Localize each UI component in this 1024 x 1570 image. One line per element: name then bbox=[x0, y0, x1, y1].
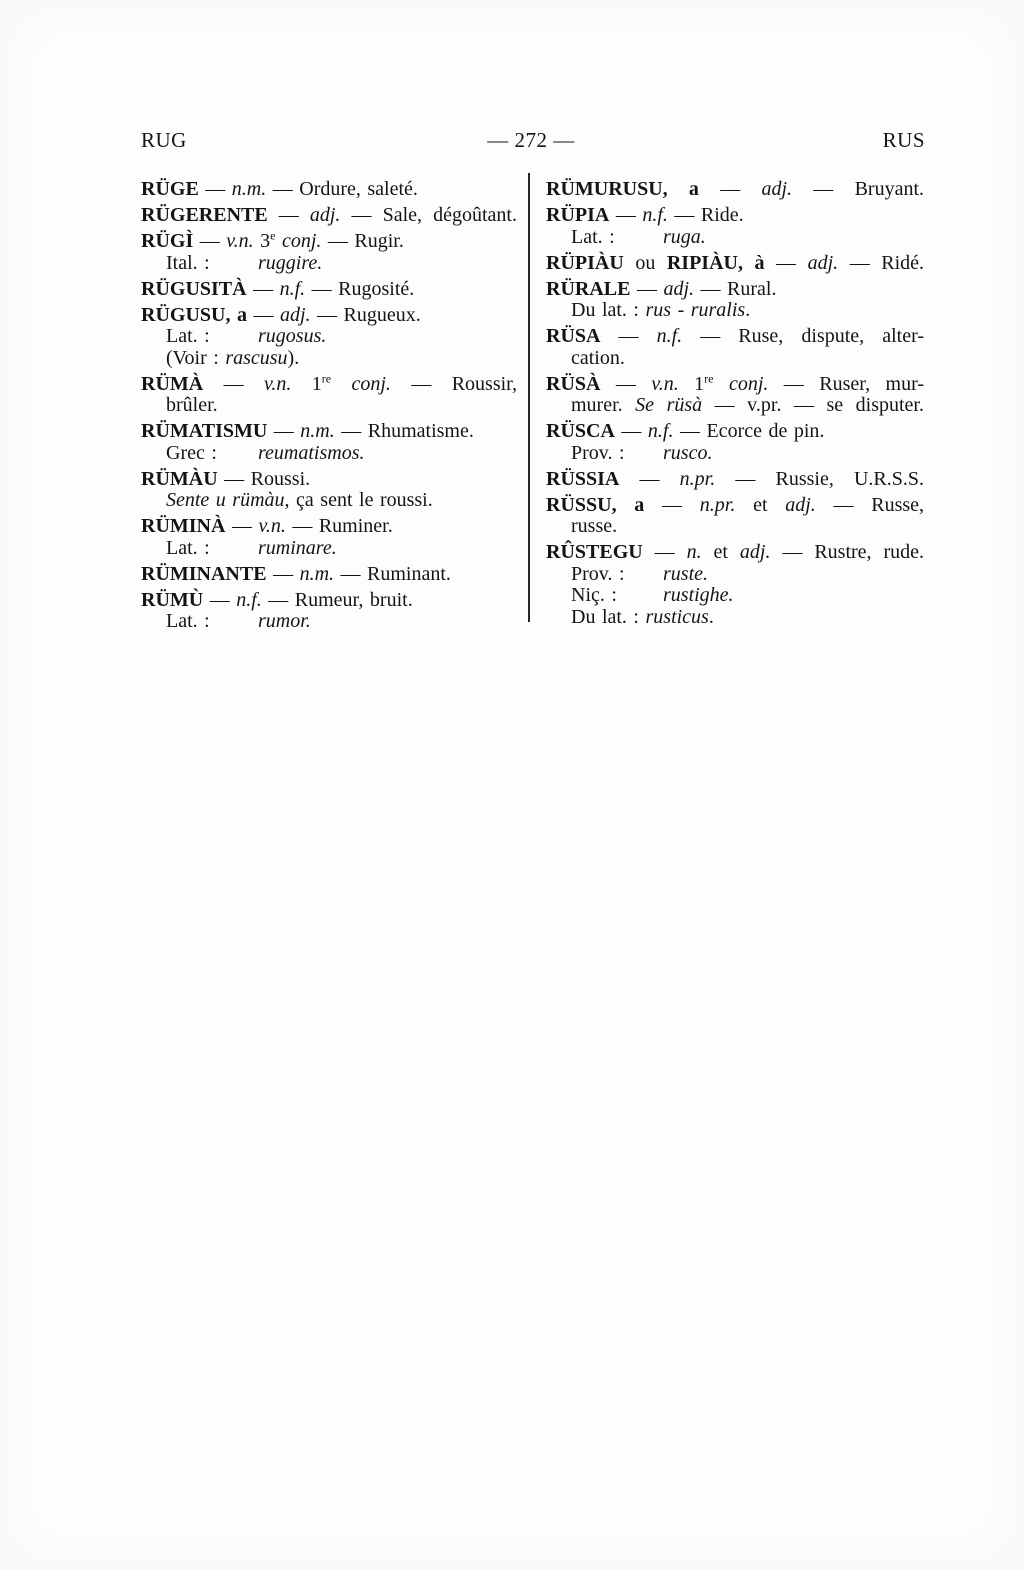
text-run: n.f. bbox=[647, 420, 674, 442]
entry-line bbox=[546, 205, 924, 227]
text-run: adj. bbox=[309, 204, 341, 226]
text-run: ruga. bbox=[663, 225, 706, 248]
entry-line bbox=[546, 516, 924, 538]
text-run: v.n. bbox=[226, 230, 254, 252]
text-run: RÜPIA bbox=[546, 204, 610, 226]
text-run: RÜSSIA bbox=[546, 467, 620, 490]
text-run: Prov. : bbox=[571, 562, 625, 585]
text-run: rugosus. bbox=[258, 325, 327, 347]
text-run: et bbox=[735, 493, 786, 516]
text-run: Du lat. : bbox=[571, 605, 646, 628]
text-run: re bbox=[704, 370, 714, 385]
dictionary-entry bbox=[546, 205, 924, 248]
text-run: RÜMINANTE bbox=[141, 562, 267, 585]
text-run: v.n. bbox=[263, 372, 292, 395]
text-run: RÜSA bbox=[546, 325, 601, 347]
text-run: — bbox=[619, 467, 680, 490]
text-run: 1 bbox=[291, 372, 322, 395]
text-run: — Rugosité. bbox=[305, 277, 415, 300]
text-run: — bbox=[203, 372, 264, 395]
text-run: — Rustre, rude. bbox=[770, 541, 925, 563]
text-run: russe. bbox=[571, 515, 618, 537]
entry-line bbox=[546, 253, 924, 275]
text-run: Lat. : bbox=[166, 610, 210, 632]
text-run: — bbox=[600, 325, 657, 347]
text-run: — Rumeur, bruit. bbox=[261, 588, 413, 611]
text-run: — bbox=[614, 420, 648, 442]
text-run: Lat. : bbox=[571, 225, 615, 248]
dictionary-entry bbox=[141, 469, 517, 512]
entry-line bbox=[546, 227, 924, 249]
entry-line bbox=[141, 228, 517, 253]
text-run: , ça sent le roussi. bbox=[284, 489, 433, 511]
text-run: ou bbox=[623, 251, 667, 274]
text-run: n.m. bbox=[300, 420, 335, 442]
entry-line bbox=[546, 607, 924, 629]
text-run: Du lat. : bbox=[571, 299, 646, 321]
text-run: adj. bbox=[739, 541, 771, 563]
entry-line bbox=[141, 538, 517, 560]
entry-line bbox=[546, 326, 924, 348]
dictionary-entry bbox=[546, 279, 924, 322]
text-run: — Russie, U.R.S.S. bbox=[715, 467, 925, 490]
text-run: Lat. : bbox=[166, 536, 210, 559]
dictionary-entry bbox=[546, 469, 924, 491]
text-run: — Roussi. bbox=[217, 467, 311, 490]
text-run: adj. bbox=[663, 277, 695, 300]
text-run bbox=[714, 373, 729, 395]
text-run: — Ordure, saleté. bbox=[266, 178, 418, 200]
text-run: RÛSTEGU bbox=[546, 541, 643, 563]
column-right bbox=[546, 179, 924, 633]
dictionary-entry bbox=[546, 421, 924, 464]
entry-line bbox=[546, 348, 924, 370]
text-run: — Ridé. bbox=[838, 251, 925, 274]
text-run: conj. bbox=[281, 230, 322, 252]
text-run: Ital. : bbox=[166, 251, 210, 274]
text-run: conj. bbox=[351, 372, 391, 395]
text-run: — Sale, dégoûtant. bbox=[340, 204, 517, 226]
text-run: Prov. : bbox=[571, 441, 625, 464]
text-run: — bbox=[764, 251, 808, 274]
dictionary-entry bbox=[141, 205, 517, 227]
text-run: adj. bbox=[279, 303, 311, 326]
text-run: — bbox=[267, 204, 310, 226]
text-run: adj. bbox=[807, 251, 839, 274]
text-run bbox=[331, 373, 351, 395]
entry-line bbox=[141, 564, 517, 586]
text-run: rascusu bbox=[225, 346, 288, 369]
text-run: — Ruse, dispute, alter- bbox=[682, 325, 924, 347]
text-run: — Rugueux. bbox=[310, 303, 421, 326]
page-number: — 272 — bbox=[487, 128, 575, 152]
text-run: RÜMÀU bbox=[141, 467, 218, 490]
entry-line bbox=[546, 542, 924, 564]
text-run: re bbox=[321, 370, 332, 385]
text-run: — bbox=[267, 420, 301, 442]
dictionary-entry bbox=[546, 542, 924, 628]
text-run: v.n. bbox=[651, 372, 679, 395]
entry-line bbox=[141, 516, 517, 538]
text-run: rusticus bbox=[645, 605, 709, 628]
text-run: — bbox=[642, 541, 687, 563]
text-run: — Rural. bbox=[694, 277, 777, 300]
text-run: n. bbox=[686, 541, 702, 563]
text-run: Niç. : bbox=[571, 584, 617, 606]
text-run: — Ruminer. bbox=[285, 515, 393, 537]
text-run: . bbox=[708, 605, 714, 628]
text-run: RÜMATISMU bbox=[141, 420, 268, 442]
column-divider bbox=[528, 173, 530, 622]
dictionary-entry bbox=[546, 370, 925, 417]
text-run: — Ride. bbox=[667, 204, 744, 226]
entry-line bbox=[141, 326, 517, 348]
dictionary-entry bbox=[546, 179, 924, 201]
text-run: — v.pr. — se disputer. bbox=[702, 394, 924, 416]
text-run: reumatismos. bbox=[258, 441, 365, 464]
entry-line bbox=[546, 395, 924, 417]
text-run: RÜSÀ bbox=[546, 372, 601, 395]
entry-line bbox=[141, 370, 518, 396]
entry-line bbox=[546, 585, 924, 607]
dictionary-entry bbox=[141, 279, 517, 301]
text-run: — bbox=[630, 277, 664, 300]
dictionary-entry bbox=[141, 305, 517, 370]
text-run: Se rüsà bbox=[635, 394, 703, 416]
text-run: ruminare. bbox=[258, 536, 337, 559]
text-run: ruste. bbox=[663, 562, 708, 585]
dictionary-entry bbox=[141, 228, 517, 274]
header-right-guideword: RUS bbox=[882, 128, 925, 152]
text-run: murer. bbox=[571, 394, 636, 416]
dictionary-entry bbox=[546, 326, 924, 369]
text-run: RÜGERENTE bbox=[141, 204, 268, 226]
dictionary-entry bbox=[141, 370, 518, 417]
entry-line bbox=[141, 611, 517, 633]
entry-line bbox=[141, 279, 517, 301]
text-run: RIPIÀU, à bbox=[666, 251, 765, 274]
text-run: n.f. bbox=[656, 325, 683, 347]
text-run: RÜGE bbox=[141, 178, 199, 200]
dictionary-entry bbox=[546, 495, 924, 538]
text-run: rus - ruralis bbox=[645, 299, 746, 321]
text-run: — Ruminant. bbox=[334, 562, 451, 585]
text-run: — Roussir, bbox=[390, 372, 518, 395]
text-run: — bbox=[198, 178, 232, 200]
entry-line bbox=[141, 179, 517, 201]
text-run: adj. bbox=[785, 493, 816, 516]
text-run: n.m. bbox=[231, 178, 267, 200]
dictionary-entry bbox=[141, 590, 517, 633]
text-run: cation. bbox=[571, 346, 625, 369]
text-run: rustighe. bbox=[663, 584, 734, 606]
text-run: n.pr. bbox=[679, 467, 716, 490]
text-run: n.f. bbox=[642, 204, 668, 226]
text-run: — bbox=[266, 562, 300, 585]
text-run: RÜGUSU, a bbox=[141, 303, 247, 326]
text-run: n.m. bbox=[299, 562, 335, 585]
text-run: — Russe, bbox=[815, 493, 925, 516]
text-run: ). bbox=[287, 346, 300, 369]
entry-line bbox=[546, 421, 924, 443]
entry-line bbox=[141, 469, 517, 491]
entry-line bbox=[141, 421, 517, 443]
text-run: RÜMÀ bbox=[141, 372, 204, 395]
column-left bbox=[141, 179, 517, 637]
entry-line bbox=[141, 348, 517, 370]
entry-line bbox=[546, 279, 924, 301]
text-run: conj. bbox=[728, 372, 769, 395]
dictionary-entry bbox=[141, 516, 517, 559]
text-run: e bbox=[270, 228, 276, 243]
entry-line bbox=[546, 469, 924, 491]
text-run: RÜMURUSU, a bbox=[546, 178, 699, 200]
entry-line bbox=[546, 370, 925, 396]
text-run: RÜRALE bbox=[546, 277, 631, 300]
text-run: 1 bbox=[678, 372, 705, 395]
text-run: v.n. bbox=[258, 515, 286, 537]
text-run: RÜPIÀU bbox=[546, 251, 624, 274]
text-run: RÜGUSITÀ bbox=[141, 277, 247, 300]
text-run: — bbox=[698, 178, 762, 200]
text-run: — bbox=[644, 493, 700, 516]
text-run: 3 bbox=[253, 230, 271, 252]
text-run: ruggire. bbox=[258, 251, 323, 274]
text-run: (Voir : bbox=[166, 346, 226, 369]
text-run: — Rhumatisme. bbox=[334, 420, 474, 442]
entry-line bbox=[546, 443, 924, 465]
entry-line bbox=[546, 495, 924, 517]
text-run: — bbox=[600, 372, 652, 395]
text-run: — Rugir. bbox=[321, 230, 404, 252]
text-run: — bbox=[609, 204, 643, 226]
text-run: — bbox=[225, 515, 259, 537]
text-run: . bbox=[745, 299, 751, 321]
text-run: adj. bbox=[761, 178, 793, 200]
text-run: — bbox=[203, 588, 237, 611]
text-run: Grec : bbox=[166, 441, 217, 464]
text-run: — bbox=[246, 277, 280, 300]
entry-line bbox=[546, 179, 924, 201]
text-run: Sente u rümàu bbox=[166, 489, 285, 511]
text-run: — Ecorce de pin. bbox=[673, 420, 825, 442]
text-run: — Ruser, mur- bbox=[768, 372, 925, 395]
entry-line bbox=[546, 300, 924, 322]
entry-line bbox=[141, 253, 517, 275]
text-run: rusco. bbox=[663, 441, 713, 464]
text-run: RÜMÙ bbox=[141, 588, 204, 611]
entry-line bbox=[141, 443, 517, 465]
entry-line bbox=[546, 564, 924, 586]
text-run: — bbox=[193, 230, 227, 252]
text-run: n.f. bbox=[279, 277, 306, 300]
dictionary-entry bbox=[141, 179, 517, 201]
text-run: — bbox=[246, 303, 280, 326]
text-run: n.pr. bbox=[699, 493, 736, 516]
dictionary-entry bbox=[141, 564, 517, 586]
entry-line bbox=[141, 305, 517, 327]
text-run: RÜSCA bbox=[546, 420, 615, 442]
header-left-guideword: RUG bbox=[141, 128, 187, 152]
text-run: brûler. bbox=[166, 394, 218, 416]
text-run: rumor. bbox=[258, 610, 311, 632]
text-run: n.f. bbox=[236, 588, 262, 611]
entry-line bbox=[141, 205, 517, 227]
dictionary-entry bbox=[546, 253, 924, 275]
text-run: RÜMINÀ bbox=[141, 515, 226, 537]
text-run: RÜGÌ bbox=[141, 230, 194, 252]
dictionary-entry bbox=[141, 421, 517, 464]
entry-line bbox=[141, 590, 517, 612]
entry-line bbox=[141, 490, 517, 512]
entry-line bbox=[141, 395, 517, 417]
text-run: Lat. : bbox=[166, 325, 210, 347]
text-run: et bbox=[701, 541, 740, 563]
text-run: — Bruyant. bbox=[792, 178, 924, 200]
text-run: RÜSSU, a bbox=[546, 493, 645, 516]
